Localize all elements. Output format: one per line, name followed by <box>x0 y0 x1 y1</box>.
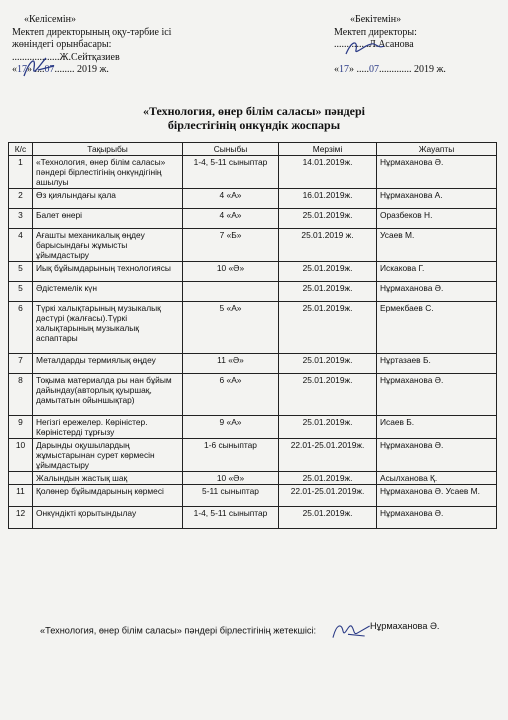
cell-topic: Өз қиялындағы қала <box>33 189 183 209</box>
cell-topic: Иық бұйымдарының технологиясы <box>33 262 183 282</box>
cell-topic: Тоқыма материалда ры нан бұйым дайындау(авторлық қуыршақ, дамытатын ойыншықтар) <box>33 374 183 416</box>
cell-responsible: Усаев М. <box>377 229 497 262</box>
cell-topic: Онкүндікті қорытындылау <box>33 507 183 529</box>
header-number: К/с <box>9 143 33 156</box>
cell-class: 1-4, 5-11 сыныптар <box>183 507 279 529</box>
cell-date: 25.01.2019ж. <box>279 354 377 374</box>
cell-responsible: Нұртазаев Б. <box>377 354 497 374</box>
cell-class <box>183 282 279 302</box>
cell-class: 1-4, 5-11 сыныптар <box>183 156 279 189</box>
approval-left-date-day: 17 <box>17 64 27 75</box>
approval-right-line1: Мектеп директоры: <box>334 26 417 38</box>
cell-number: 8 <box>9 374 33 416</box>
approval-right-header: «Бекітемін» <box>350 14 402 25</box>
cell-number: 2 <box>9 189 33 209</box>
cell-number: 12 <box>9 507 33 529</box>
cell-responsible: Исаев Б. <box>377 416 497 439</box>
cell-topic: Балет өнері <box>33 209 183 229</box>
cell-number: 9 <box>9 416 33 439</box>
cell-date: 25.01.2019ж. <box>279 472 377 485</box>
cell-number: 11 <box>9 485 33 507</box>
header-class: Сыныбы <box>183 143 279 156</box>
cell-topic: Әдістемелік күн <box>33 282 183 302</box>
cell-date: 25.01.2019ж. <box>279 282 377 302</box>
cell-number: 4 <box>9 229 33 262</box>
table-row <box>9 439 497 472</box>
table-row <box>9 302 497 354</box>
footer-name: Нұрмаханова Ә. <box>370 621 440 631</box>
table-row <box>9 262 497 282</box>
cell-number: 10 <box>9 439 33 472</box>
cell-class: 4 «А» <box>183 209 279 229</box>
cell-number: 1 <box>9 156 33 189</box>
approval-right-date: «17» .....07............. 2019 ж. <box>334 63 446 75</box>
table-row <box>9 354 497 374</box>
cell-topic: Қолөнер бұйымдарының көрмесі <box>33 485 183 507</box>
cell-responsible: Нұрмаханова Ә. <box>377 282 497 302</box>
cell-class: 1-6 сыныптар <box>183 439 279 472</box>
cell-class: 11 «Ә» <box>183 354 279 374</box>
cell-date: 22.01-25.01.2019ж. <box>279 485 377 507</box>
approval-right-date-month: 07 <box>369 63 379 75</box>
cell-date: 16.01.2019ж. <box>279 189 377 209</box>
cell-topic: «Технология, өнер білім саласы» пәндері бірлестігінің онкүндігінің ашылуы <box>33 156 183 189</box>
cell-responsible: Нұрмаханова Ә. <box>377 507 497 529</box>
cell-date: 25.01.2019ж. <box>279 507 377 529</box>
cell-date: 25.01.2019 ж. <box>279 229 377 262</box>
title-line2: бірлестігінің онкүндік жоспары <box>167 118 341 132</box>
table-row <box>9 156 497 189</box>
approval-left-header: «Келісемін» <box>24 14 76 25</box>
plan-table <box>8 142 497 529</box>
approval-block-left <box>12 14 212 77</box>
cell-topic: Негізгі ережелер. Көріністер. Көріністерді тұрғызу <box>33 416 183 439</box>
handwritten-signature-left <box>20 54 60 82</box>
cell-class: 10 «Ә» <box>183 472 279 485</box>
table-header-row <box>9 143 497 156</box>
footer-text: «Технология, өнер білім саласы» пәндері бірлестігінің жетекшісі: <box>40 625 317 636</box>
approval-right-signer: ..............Л.Асанова <box>334 39 414 50</box>
header-date: Мерзімі <box>279 143 377 156</box>
approval-left-date-month: 07 <box>44 64 55 75</box>
cell-date: 25.01.2019ж. <box>279 374 377 416</box>
header-topic: Тақырыбы <box>33 143 183 156</box>
cell-class: 5-11 сыныптар <box>183 485 279 507</box>
cell-number: 5 <box>9 262 33 282</box>
table-row <box>9 507 497 529</box>
cell-date: 25.01.2019ж. <box>279 302 377 354</box>
title-line1: «Технология, өнер білім саласы» пәндері <box>142 104 366 118</box>
cell-number <box>9 472 33 485</box>
table-row <box>9 416 497 439</box>
cell-class: 5 «А» <box>183 302 279 354</box>
table-row <box>9 209 497 229</box>
cell-topic: Ағашты механикалық өңдеу барысындағы жұмысты ұйымдастыру <box>33 229 183 262</box>
cell-responsible: Нұрмаханова Ә. <box>377 156 497 189</box>
cell-number: 5 <box>9 282 33 302</box>
cell-date: 25.01.2019ж. <box>279 416 377 439</box>
table-row <box>9 472 497 485</box>
cell-class: 10 «Ә» <box>183 262 279 282</box>
table-row <box>9 485 497 507</box>
cell-topic: Жалындын жастық шақ <box>33 472 183 485</box>
cell-topic: Түркі халықтарының музыкалық дәстүрі (жалғасы).Түркі халықтарының музыкалық аспаптары <box>33 302 183 354</box>
cell-date: 22.01-25.01.2019ж. <box>279 439 377 472</box>
cell-date: 14.01.2019ж. <box>279 156 377 189</box>
cell-class: 7 «Б» <box>183 229 279 262</box>
handwritten-signature-right <box>344 38 386 58</box>
document-title <box>0 104 508 132</box>
approval-right-date-day: 17 <box>339 63 349 75</box>
approval-left-date: «17» ....07........ 2019 ж. <box>12 64 109 75</box>
cell-number: 3 <box>9 209 33 229</box>
cell-responsible: Оразбеков Н. <box>377 209 497 229</box>
cell-topic: Металдарды термиялық өңдеу <box>33 354 183 374</box>
cell-number: 7 <box>9 354 33 374</box>
approval-left-line1: Мектеп директорының оқу-тәрбие ісі <box>12 26 172 38</box>
cell-responsible: Нұрмаханова Ә. Усаев М. <box>377 485 497 507</box>
cell-responsible: Искакова Г. <box>377 262 497 282</box>
approval-block-right <box>334 14 504 76</box>
table-row <box>9 189 497 209</box>
cell-class: 6 «А» <box>183 374 279 416</box>
cell-responsible: Нұрмаханова Ә. <box>377 439 497 472</box>
cell-number: 6 <box>9 302 33 354</box>
table-row <box>9 374 497 416</box>
cell-topic: Дарынды оқушылардың жұмыстарынан сурет көрмесін ұйымдастыру <box>33 439 183 472</box>
footer-signature-line <box>40 621 500 641</box>
cell-class: 4 «А» <box>183 189 279 209</box>
cell-responsible: Нұрмаханова А. <box>377 189 497 209</box>
approval-left-line2: жөніндегі орынбасары: <box>12 39 112 50</box>
cell-responsible: Нұрмаханова Ә. <box>377 374 497 416</box>
cell-date: 25.01.2019ж. <box>279 209 377 229</box>
approval-left-signer: ...................Ж.Сейтқазиев <box>12 51 120 63</box>
header-responsible: Жауапты <box>377 143 497 156</box>
table-row <box>9 229 497 262</box>
cell-responsible: Ермекбаев С. <box>377 302 497 354</box>
table-row <box>9 282 497 302</box>
cell-date: 25.01.2019ж. <box>279 262 377 282</box>
cell-responsible: Асылханова Қ. <box>377 472 497 485</box>
cell-class: 9 «А» <box>183 416 279 439</box>
